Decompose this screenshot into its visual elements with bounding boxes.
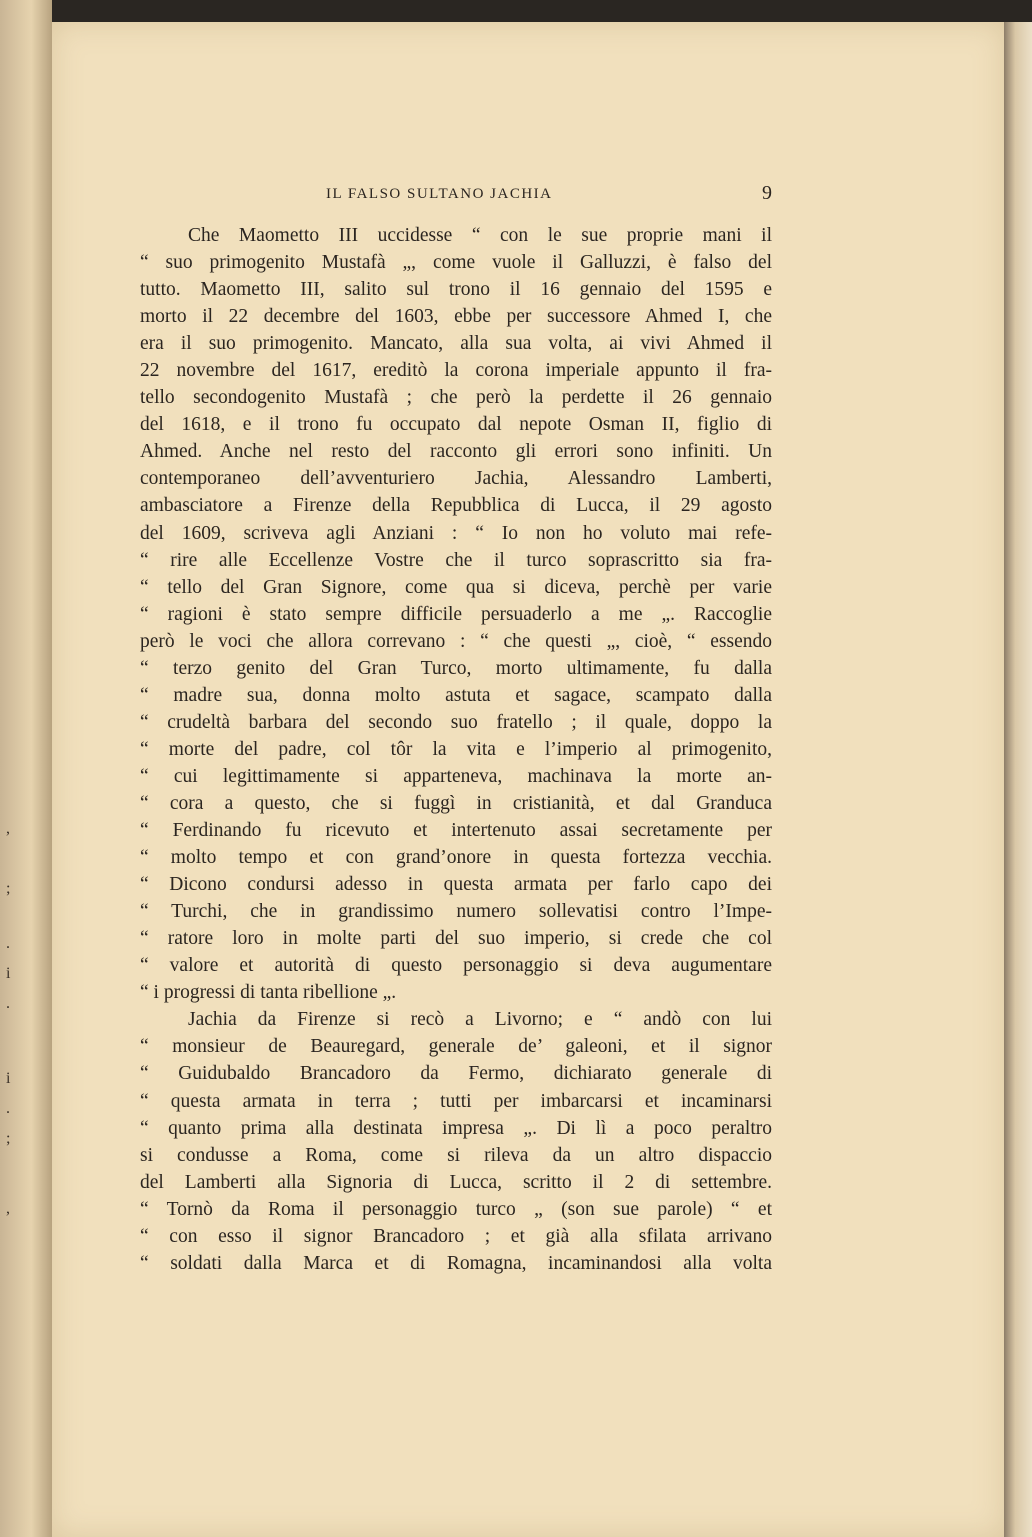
- text-line: “ questa armata in terra ; tutti per imbarcarsi et incaminarsi: [140, 1090, 772, 1112]
- text-line: “ Guidubaldo Brancadoro da Fermo, dichiarato generale di: [140, 1063, 772, 1085]
- text-line: “ i progressi di tanta ribellione „.: [140, 982, 397, 1004]
- text-line: “ suo primogenito Mustafà „, come vuole il Galluzzi, è falso del: [140, 252, 772, 274]
- text-line: Jachia da Firenze si recò a Livorno; e “ andò con lui: [188, 1009, 772, 1031]
- text-line: morto il 22 decembre del 1603, ebbe per successore Ahmed I, che: [140, 306, 772, 328]
- page-edge: [1004, 22, 1032, 1537]
- text-line: del Lamberti alla Signoria di Lucca, scritto il 2 di settembre.: [140, 1171, 772, 1193]
- running-title: IL FALSO SULTANO JACHIA: [326, 186, 553, 202]
- text-line: “ morte del padre, col tôr la vita e l’imperio al primogenito,: [140, 738, 772, 760]
- text-line: si condusse a Roma, come si rileva da un altro dispaccio: [140, 1144, 772, 1166]
- text-line: tutto. Maometto III, salito sul trono il 16 gennaio del 1595 e: [140, 279, 772, 301]
- text-line: “ Tornò da Roma il personaggio turco „ (son sue parole) “ et: [140, 1198, 772, 1220]
- previous-page-margin-marks: , ; . i . i . ; ,: [6, 820, 11, 1217]
- page-header: [140, 182, 772, 206]
- text-line: Che Maometto III uccidesse “ con le sue proprie mani il: [188, 225, 772, 246]
- page-number: 9: [762, 182, 772, 204]
- text-line: tello secondogenito Mustafà ; che però la perdette il 26 gennaio: [140, 387, 772, 409]
- text-line: “ Ferdinando fu ricevuto et intertenuto assai secretamente per: [140, 820, 772, 842]
- text-line: “ cui legittimamente si apparteneva, machinava la morte an-: [140, 765, 772, 787]
- body-text: [140, 222, 772, 1277]
- text-line: “ ratore loro in molte parti del suo imperio, si crede che col: [140, 928, 772, 950]
- text-line: contemporaneo dell’avventuriero Jachia, Alessandro Lamberti,: [140, 468, 772, 490]
- text-line: “ rire alle Eccellenze Vostre che il turco soprascritto sia fra-: [140, 549, 772, 571]
- text-line: “ Turchi, che in grandissimo numero sollevatisi contro l’Impe-: [140, 901, 772, 923]
- text-line: “ terzo genito del Gran Turco, morto ultimamente, fu dalla: [140, 657, 772, 679]
- book-page: [52, 22, 1004, 1537]
- text-line: del 1618, e il trono fu occupato dal nepote Osman II, figlio di: [140, 414, 772, 436]
- text-line: del 1609, scriveva agli Anziani : “ Io non ho voluto mai refe-: [140, 522, 772, 544]
- text-line: “ molto tempo et con grand’onore in questa fortezza vecchia.: [140, 847, 772, 869]
- text-line: però le voci che allora correvano : “ che questi „, cioè, “ essendo: [140, 630, 772, 652]
- text-line: “ madre sua, donna molto astuta et sagace, scampato dalla: [140, 684, 772, 706]
- text-line: “ monsieur de Beauregard, generale de’ galeoni, et il signor: [140, 1036, 772, 1058]
- text-line: “ valore et autorità di questo personaggio si deva augumentare: [140, 955, 772, 977]
- text-line: “ crudeltà barbara del secondo suo fratello ; il quale, doppo la: [140, 711, 772, 733]
- text-line: “ con esso il signor Brancadoro ; et già alla sfilata arrivano: [140, 1225, 772, 1247]
- text-line: “ tello del Gran Signore, come qua si diceva, perchè per varie: [140, 576, 772, 598]
- text-line: era il suo primogenito. Mancato, alla sua volta, ai vivi Ahmed il: [140, 333, 772, 355]
- text-line: “ soldati dalla Marca et di Romagna, incaminandosi alla volta: [140, 1252, 772, 1274]
- text-line: “ quanto prima alla destinata impresa „. Di lì a poco peraltro: [140, 1117, 772, 1139]
- text-line: “ cora a questo, che si fuggì in cristianità, et dal Granduca: [140, 792, 772, 814]
- text-line: “ Dicono condursi adesso in questa armata per farlo capo dei: [140, 874, 772, 896]
- text-line: Ahmed. Anche nel resto del racconto gli errori sono infiniti. Un: [140, 441, 772, 463]
- text-line: 22 novembre del 1617, ereditò la corona imperiale appunto il fra-: [140, 360, 772, 382]
- text-line: ambasciatore a Firenze della Repubblica di Lucca, il 29 agosto: [140, 495, 772, 517]
- text-line: “ ragioni è stato sempre difficile persuaderlo a me „. Raccoglie: [140, 603, 772, 625]
